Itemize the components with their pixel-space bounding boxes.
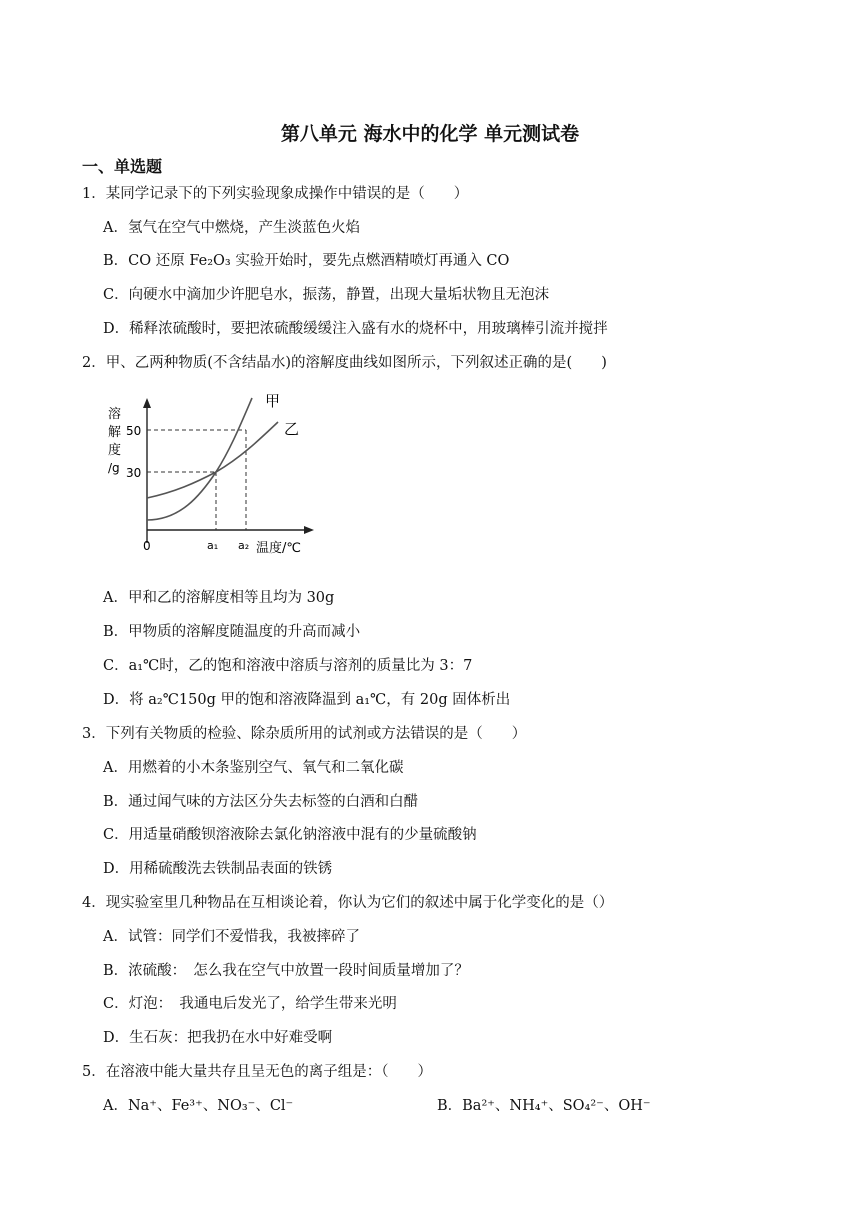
question-2-option-d: D．将 a₂℃150g 甲的饱和溶液降温到 a₁℃，有 20g 固体析出 [103,692,511,708]
y-tick-50: 50 [126,424,142,438]
question-3-stem: 3．下列有关物质的检验、除杂质所用的试剂或方法错误的是（ ） [82,726,527,742]
question-2-option-b: B．甲物质的溶解度随温度的升高而减小 [103,624,361,640]
section-heading: 一、单选题 [82,157,163,176]
y-tick-30: 30 [126,466,142,480]
question-2-option-a: A．甲和乙的溶解度相等且均为 30g [103,590,335,606]
curve-yi [147,422,278,498]
question-3-option-d: D．用稀硫酸洗去铁制品表面的铁锈 [103,861,333,877]
question-5-option-a: A．Na⁺、Fe³⁺、NO₃⁻、Cl⁻ [103,1098,294,1114]
y-label-1: 溶 [108,407,122,422]
x-tick-a1: a₁ [207,539,219,552]
question-1-option-d: D．稀释浓硫酸时，要把浓硫酸缓缓注入盛有水的烧杯中，用玻璃棒引流并搅拌 [103,321,608,337]
question-3-option-c: C．用适量硝酸钡溶液除去氯化钠溶液中混有的少量硫酸钠 [103,827,477,843]
x-axis-label: 温度/℃ [256,541,301,556]
y-axis-arrow [143,398,151,408]
page-title: 第八单元 海水中的化学 单元测试卷 [280,123,580,145]
question-1-option-b: B．CO 还原 Fe₂O₃ 实验开始时，要先点燃酒精喷灯再通入 CO [103,253,510,269]
y-label-3: 度 [108,443,122,458]
question-1-option-a: A．氢气在空气中燃烧，产生淡蓝色火焰 [103,220,360,236]
question-2-option-c: C．a₁℃时，乙的饱和溶液中溶质与溶剂的质量比为 3：7 [103,658,473,674]
x-tick-a2: a₂ [238,539,250,552]
question-4-option-d: D．生石灰：把我扔在水中好难受啊 [103,1030,333,1046]
x-tick-0: 0 [143,539,151,553]
question-4-option-c: C．灯泡： 我通电后发光了，给学生带来光明 [103,996,397,1012]
question-4-option-b: B．浓硫酸： 怎么我在空气中放置一段时间质量增加了？ [103,963,469,979]
question-3-option-a: A．用燃着的小木条鉴别空气、氧气和二氧化碳 [103,760,404,776]
question-4-stem: 4．现实验室里几种物品在互相谈论着，你认为它们的叙述中属于化学变化的是（） [82,895,614,911]
series-label-yi: 乙 [284,420,300,438]
series-label-jia: 甲 [265,392,281,410]
question-5-option-b: B．Ba²⁺、NH₄⁺、SO₄²⁻、OH⁻ [437,1098,651,1114]
question-4-option-a: A．试管：同学们不爱惜我，我被摔碎了 [103,929,360,945]
y-label-4: /g [108,461,120,475]
question-5-stem: 5．在溶液中能大量共存且呈无色的离子组是：（ ） [82,1064,432,1080]
x-axis-arrow [304,526,314,534]
solubility-curve-svg [100,386,320,561]
solubility-curve-figure [100,386,320,561]
question-1-stem: 1．某同学记录下的下列实验现象成操作中错误的是（ ） [82,186,469,202]
question-3-option-b: B．通过闻气味的方法区分失去标签的白酒和白醋 [103,794,419,810]
question-1-option-c: C．向硬水中滴加少许肥皂水，振荡，静置，出现大量垢状物且无泡沫 [103,287,550,303]
y-label-2: 解 [108,425,122,440]
question-2-stem: 2．甲、乙两种物质(不含结晶水)的溶解度曲线如图所示，下列叙述正确的是( ) [82,355,607,371]
